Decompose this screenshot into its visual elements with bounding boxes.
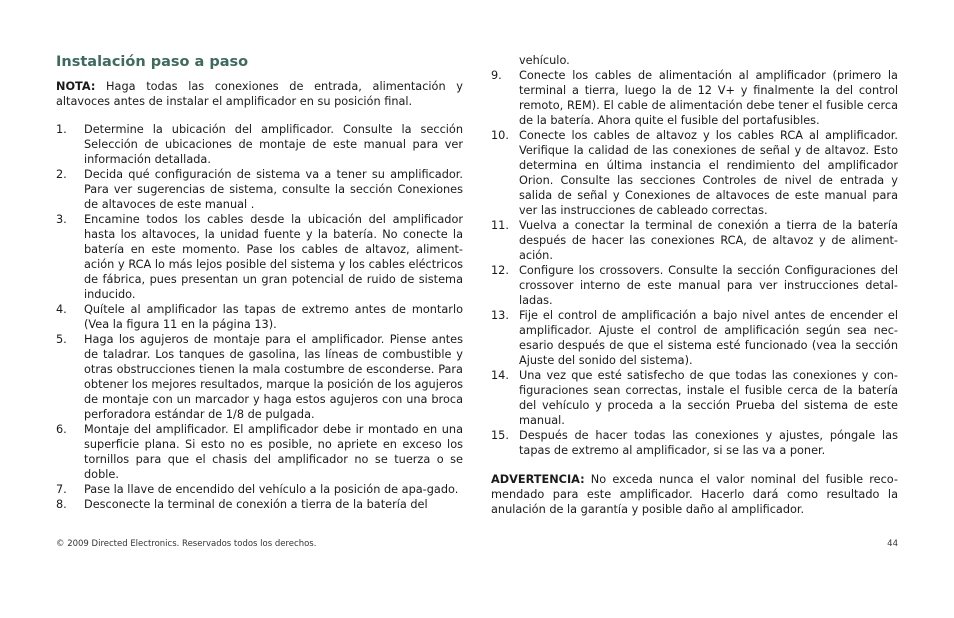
- warning-label: ADVERTENCIA:: [491, 473, 585, 486]
- step-number: 4.: [56, 303, 67, 316]
- step-item: [491, 68, 898, 128]
- step-item: [56, 332, 463, 422]
- step-item: [56, 482, 463, 497]
- step-item: [491, 128, 898, 218]
- warning-paragraph: [491, 472, 898, 517]
- step-number: 13.: [491, 309, 509, 322]
- step-item: [491, 218, 898, 263]
- step-text: Una vez que esté satisfecho de que todas las conexiones y con-figuraciones sean correctas, instale el fusible cerca de la batería del vehículo y proceda a la sección Prueba del sistema de este manual.: [519, 369, 898, 427]
- section-title: Instalación paso a paso: [56, 54, 249, 70]
- step-text: Después de hacer todas las conexiones y ajustes, póngale las tapas de extremo al amplificador, si se las va a poner.: [519, 429, 898, 457]
- step-text: Quítele al amplificador las tapas de extremo antes de montarlo (Vea la figura 11 en la página 13).: [84, 303, 463, 331]
- step-number: 6.: [56, 423, 67, 436]
- step-text: Conecte los cables de alimentación al amplificador (primero la terminal a tierra, luego la de 12 V+ y finalmente la del control remoto, REM). El cable de alimentación debe tener el fusible cerca de la batería. Ahora quite el fusible del portafusibles.: [519, 69, 898, 127]
- step-text: Decida qué configuración de sistema va a tener su amplificador. Para ver sugerencias de sistema, consulte la sección Conexiones de altavoces de este manual .: [84, 168, 463, 211]
- step-text: Haga los agujeros de montaje para el amplificador. Piense antes de taladrar. Los tanques de gasolina, las líneas de combustible y otras obstrucciones tienen la mala costumbre de esconderse. Para obtener los mejores resultados, marque la posición de los agujeros de montaje con un marcador y haga estos agujeros con una broca perforadora estándar de 1/8 de pulgada.: [84, 333, 463, 421]
- step-item: [56, 302, 463, 332]
- step-item: [56, 122, 463, 167]
- step-item: [56, 497, 463, 512]
- note-paragraph: [56, 79, 463, 109]
- step-text: Configure los crossovers. Consulte la sección Configuraciones del crossover interno de este manual para ver instrucciones detal-ladas.: [519, 264, 898, 307]
- step-number: 15.: [491, 429, 509, 442]
- step-item: [491, 308, 898, 368]
- step-8-continuation: vehículo.: [519, 54, 570, 67]
- step-text: Determine la ubicación del amplificador. Consulte la sección Selección de ubicaciones de montaje de este manual para ver información detallada.: [84, 123, 463, 166]
- step-number: 5.: [56, 333, 67, 346]
- step-number: 8.: [56, 498, 67, 511]
- step-text: Desconecte la terminal de conexión a tierra de la batería del: [84, 498, 428, 511]
- note-text: Haga todas las conexiones de entrada, alimentación y altavoces antes de instalar el amplificador en su posición final.: [56, 80, 463, 108]
- step-number: 2.: [56, 168, 67, 181]
- steps-list-left: [56, 122, 463, 512]
- step-item: [491, 368, 898, 428]
- step-text: Montaje del amplificador. El amplificador debe ir montado en una superficie plana. Si esto no es posible, no apriete en exceso los tornillos para que el chasis del amplificador no se tuerza o se doble.: [84, 423, 463, 481]
- note-label: NOTA:: [56, 80, 96, 93]
- step-item: [491, 428, 898, 458]
- step-number: 12.: [491, 264, 509, 277]
- copyright-footer: © 2009 Directed Electronics. Reservados todos los derechos.: [56, 539, 317, 549]
- step-item: [56, 422, 463, 482]
- steps-list-right: [491, 68, 898, 458]
- step-item: [491, 263, 898, 308]
- step-item: [56, 167, 463, 212]
- step-number: 7.: [56, 483, 67, 496]
- step-number: 11.: [491, 219, 509, 232]
- page-number: 44: [887, 539, 898, 549]
- step-text: Vuelva a conectar la terminal de conexión a tierra de la batería después de hacer las conexiones RCA, de altavoz y de aliment-ación.: [519, 219, 898, 262]
- step-item: [56, 212, 463, 302]
- warning-text: No exceda nunca el valor nominal del fusible reco-mendado para este amplificador. Hacerlo dará como resultado la anulación de la garantía y posible daño al amplificador.: [491, 473, 898, 516]
- step-number: 14.: [491, 369, 509, 382]
- step-number: 1.: [56, 123, 67, 136]
- step-text: Encamine todos los cables desde la ubicación del amplificador hasta los altavoces, la unidad fuente y la batería. No conecte la batería en este momento. Pase los cables de altavoz, aliment-ación y RCA lo más lejos posible del sistema y los cables eléctricos de fábrica, pues presentan un gran potencial de ruido de sistema inducido.: [84, 213, 463, 301]
- step-number: 9.: [491, 69, 502, 82]
- step-number: 10.: [491, 129, 509, 142]
- step-text: Fije el control de amplificación a bajo nivel antes de encender el amplificador. Ajuste el control de amplificación según sea nec-esario después de que el sistema esté funcionado (vea la sección Ajuste del sonido del sistema).: [519, 309, 898, 367]
- step-text: Pase la llave de encendido del vehículo a la posición de apa-gado.: [84, 483, 459, 496]
- step-text: Conecte los cables de altavoz y los cables RCA al amplificador. Verifique la calidad de las conexiones de señal y de altavoz. Esto determina en última instancia el rendimiento del amplificador Orion. Consulte las secciones Controles de nivel de entrada y salida de señal y Conexiones de altavoces de este manual para ver las instrucciones de cableado correctas.: [519, 129, 898, 217]
- step-number: 3.: [56, 213, 67, 226]
